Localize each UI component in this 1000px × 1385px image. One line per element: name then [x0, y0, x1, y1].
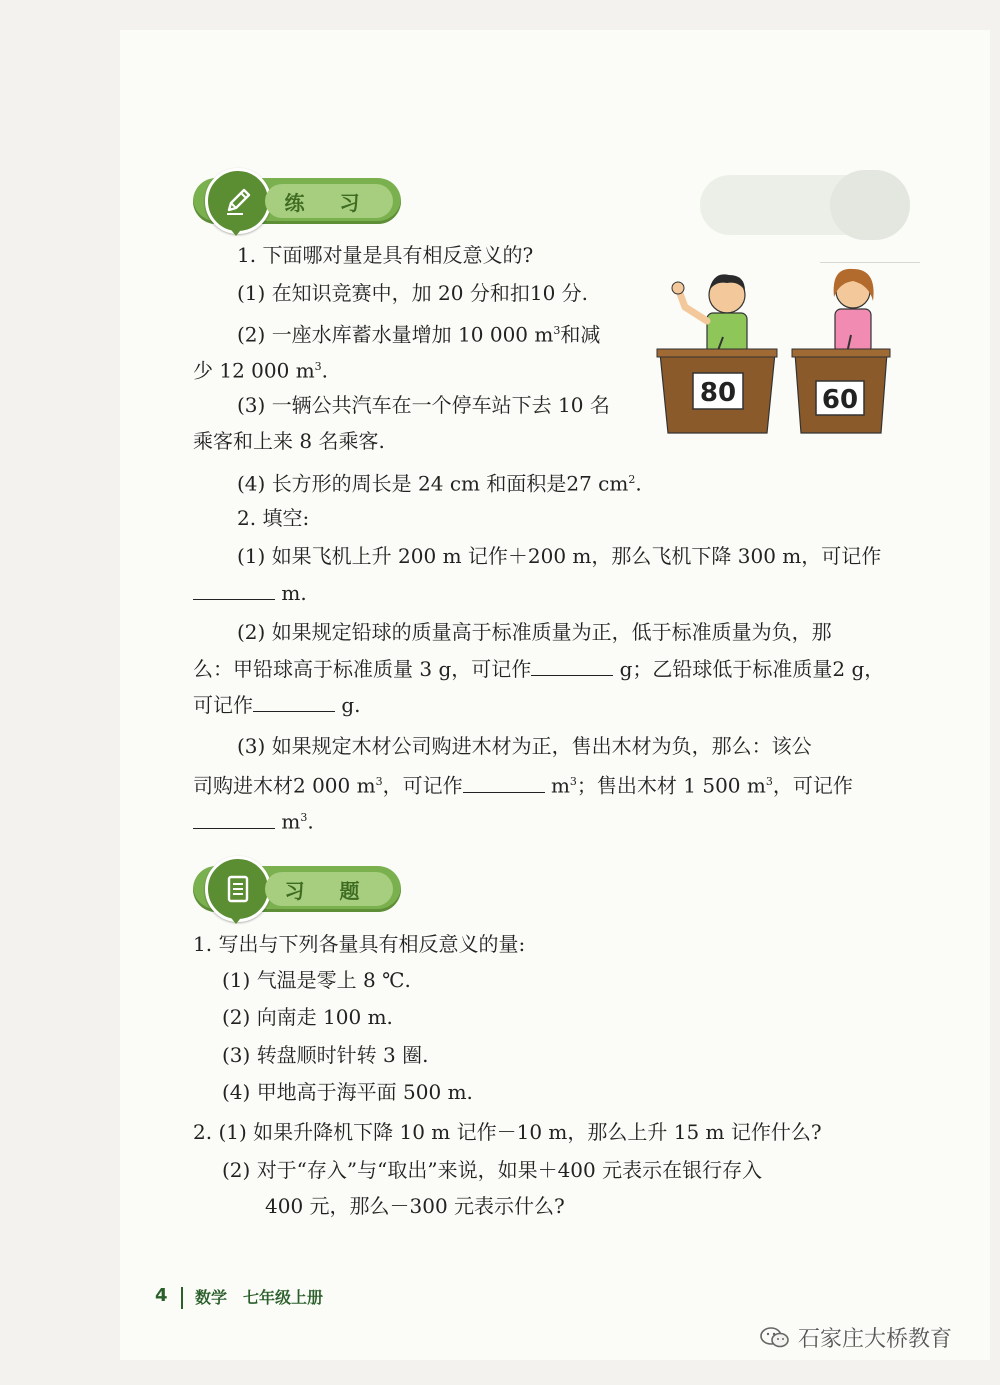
notepad-badge [205, 856, 271, 922]
practice-q1-item2-cont: 少 12 000 $m^3$. [193, 358, 329, 383]
practice-q2-item3: (3) 如果规定木材公司购进木材为正，售出木材为负，那么：该公 [237, 734, 812, 758]
answer-blank[interactable] [193, 581, 275, 600]
exercises-title: 习 题 [284, 878, 374, 903]
page-footer [155, 1285, 324, 1307]
score-left: 80 [699, 378, 737, 408]
pencil-badge [205, 168, 271, 234]
exercise-1-item3: (3) 转盘顺时针转 3 圈. [222, 1043, 429, 1067]
practice-q1-item2: (2) 一座水库蓄水量增加 10 000 $m^3$和减 [237, 322, 601, 347]
wechat-icon [760, 1326, 790, 1350]
watermark [760, 1322, 952, 1353]
watermark-text: 石家庄大桥教育 [798, 1327, 953, 1352]
exercise-1-item1: (1) 气温是零上 8 ℃. [222, 968, 411, 992]
exercise-2-item1: 2. (1) 如果升降机下降 10 m 记作－10 m，那么上升 15 m 记作什么? [193, 1120, 822, 1144]
notepad-icon [221, 872, 255, 906]
badge-pointer [228, 226, 244, 236]
exercise-1-item2: (2) 向南走 100 m. [222, 1005, 393, 1029]
practice-q2-heading: 2. 填空: [237, 506, 310, 530]
score-right: 60 [821, 385, 859, 415]
answer-blank[interactable] [463, 774, 545, 793]
answer-blank[interactable] [531, 657, 613, 676]
answer-blank[interactable] [193, 810, 275, 829]
exercises-banner [193, 866, 401, 912]
practice-q2-item2-cont: 么：甲铅球高于标准质量 3 g，可记作 g；乙铅球低于标准质量2 g， [193, 657, 885, 681]
practice-q1-item4: (4) 长方形的周长是 24 cm 和面积是27 $cm^2$. [237, 471, 642, 496]
practice-q2-item3-cont: 司购进木材2 000 $m^3$，可记作 $m^3$；售出木材 1 500 $m^3$，可记作 [193, 773, 853, 798]
badge-pointer [228, 914, 244, 924]
practice-q1-item3-cont: 乘客和上来 8 名乘客. [193, 429, 385, 453]
pencil-icon [221, 184, 255, 218]
practice-q1-item3: (3) 一辆公共汽车在一个停车站下去 10 名 [237, 393, 610, 417]
practice-q2-item1: (1) 如果飞机上升 200 m 记作＋200 m，那么飞机下降 300 m，可记作 [237, 544, 882, 568]
practice-title: 练 习 [284, 190, 374, 215]
quiz-contest-illustration [655, 255, 895, 455]
practice-q1-heading: 1. 下面哪对量是具有相反意义的? [237, 243, 534, 267]
practice-q2-item2-cont2: 可记作 g. [193, 693, 361, 717]
show-through-figure [830, 170, 910, 240]
page-number: 4 [155, 1285, 168, 1306]
exercise-2-item2: (2) 对于“存入”与“取出”来说，如果＋400 元表示在银行存入 [222, 1158, 763, 1182]
book-title: 数学 七年级上册 [195, 1288, 324, 1307]
practice-q2-item3-cont2: $m^3$. [193, 803, 314, 837]
exercise-1-heading: 1. 写出与下列各量具有相反意义的量: [193, 932, 526, 956]
practice-q2-item1-cont: m. [193, 578, 307, 608]
practice-q1-item1: (1) 在知识竞赛中，加 20 分和扣10 分. [237, 281, 589, 305]
footer-divider [181, 1287, 183, 1309]
practice-banner [193, 178, 401, 224]
exercise-1-item4: (4) 甲地高于海平面 500 m. [222, 1080, 473, 1104]
answer-blank[interactable] [253, 693, 335, 712]
practice-q2-item2: (2) 如果规定铅球的质量高于标准质量为正，低于标准质量为负，那 [237, 620, 832, 644]
exercise-2-item2-cont: 400 元，那么－300 元表示什么? [265, 1194, 565, 1218]
